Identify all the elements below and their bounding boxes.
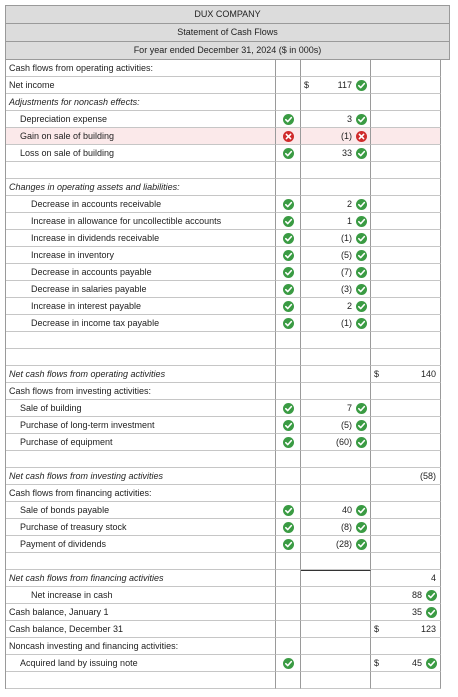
total-cell[interactable] bbox=[371, 230, 441, 247]
statement-row bbox=[6, 655, 450, 672]
check-icon bbox=[283, 318, 294, 329]
row-status bbox=[276, 553, 301, 570]
row-label[interactable]: Increase in allowance for uncollectible accounts bbox=[6, 213, 276, 230]
row-status bbox=[276, 128, 301, 145]
cash-flow-statement bbox=[5, 5, 450, 689]
row-label[interactable]: Increase in inventory bbox=[6, 247, 276, 264]
total-cell[interactable] bbox=[371, 468, 441, 485]
statement-row bbox=[6, 417, 450, 434]
row-status bbox=[276, 298, 301, 315]
row-status bbox=[276, 145, 301, 162]
statement-row bbox=[6, 468, 450, 485]
amount-value: (1) bbox=[341, 318, 352, 328]
total-cell[interactable] bbox=[371, 519, 441, 536]
total-cell[interactable] bbox=[371, 672, 441, 689]
row-status bbox=[276, 468, 301, 485]
statement-row bbox=[6, 502, 450, 519]
amount-cell[interactable] bbox=[301, 145, 371, 162]
check-icon bbox=[356, 233, 367, 244]
statement-row bbox=[6, 383, 450, 400]
row-status bbox=[276, 349, 301, 366]
amount-value: 2 bbox=[346, 301, 352, 311]
statement-row bbox=[6, 332, 450, 349]
check-icon bbox=[283, 301, 294, 312]
amount-cell[interactable] bbox=[301, 383, 371, 400]
row-label[interactable] bbox=[6, 553, 276, 570]
total-cell[interactable] bbox=[371, 383, 441, 400]
amount-value: (5) bbox=[341, 250, 352, 260]
amount-value: (1) bbox=[341, 131, 352, 141]
row-label[interactable]: Loss on sale of building bbox=[6, 145, 276, 162]
row-status bbox=[276, 400, 301, 417]
amount-cell[interactable] bbox=[301, 247, 371, 264]
row-label[interactable]: Sale of bonds payable bbox=[6, 502, 276, 519]
statement-row bbox=[6, 434, 450, 451]
check-icon bbox=[283, 148, 294, 159]
check-icon bbox=[283, 199, 294, 210]
amount-cell[interactable] bbox=[301, 162, 371, 179]
statement-row bbox=[6, 94, 450, 111]
row-status bbox=[276, 672, 301, 689]
check-icon bbox=[356, 250, 367, 261]
statement-row bbox=[6, 451, 450, 468]
statement-row bbox=[6, 400, 450, 417]
amount-cell[interactable] bbox=[301, 128, 371, 145]
row-label[interactable]: Adjustments for noncash effects: bbox=[6, 94, 276, 111]
total-cell[interactable] bbox=[371, 655, 441, 672]
company-name: DUX COMPANY bbox=[6, 6, 450, 24]
row-status bbox=[276, 587, 301, 604]
check-icon bbox=[356, 318, 367, 329]
amount-value: 117 bbox=[337, 80, 352, 90]
row-label[interactable]: Changes in operating assets and liabilities: bbox=[6, 179, 276, 196]
row-status bbox=[276, 315, 301, 332]
check-icon bbox=[283, 114, 294, 125]
total-cell[interactable] bbox=[371, 145, 441, 162]
amount-cell[interactable] bbox=[301, 434, 371, 451]
row-status bbox=[276, 230, 301, 247]
row-label[interactable]: Decrease in accounts receivable bbox=[6, 196, 276, 213]
row-status bbox=[276, 536, 301, 553]
statement-row bbox=[6, 145, 450, 162]
row-status bbox=[276, 196, 301, 213]
amount-cell[interactable] bbox=[301, 536, 371, 553]
row-status bbox=[276, 570, 301, 587]
amount-cell[interactable] bbox=[301, 111, 371, 128]
statement-row bbox=[6, 196, 450, 213]
row-label[interactable]: Depreciation expense bbox=[6, 111, 276, 128]
amount-cell[interactable] bbox=[301, 400, 371, 417]
total-cell[interactable] bbox=[371, 162, 441, 179]
row-status bbox=[276, 434, 301, 451]
row-label[interactable]: Decrease in salaries payable bbox=[6, 281, 276, 298]
total-cell[interactable] bbox=[371, 366, 441, 383]
statement-row bbox=[6, 349, 450, 366]
check-icon bbox=[283, 658, 294, 669]
statement-row bbox=[6, 519, 450, 536]
row-label[interactable]: Decrease in accounts payable bbox=[6, 264, 276, 281]
amount-cell[interactable] bbox=[301, 281, 371, 298]
statement-period: For year ended December 31, 2024 ($ in 000s) bbox=[6, 42, 450, 60]
amount-cell[interactable] bbox=[301, 213, 371, 230]
row-label[interactable]: Payment of dividends bbox=[6, 536, 276, 553]
amount-value: (7) bbox=[341, 267, 352, 277]
amount-cell[interactable] bbox=[301, 196, 371, 213]
amount-cell[interactable] bbox=[301, 621, 371, 638]
amount-value: (8) bbox=[341, 522, 352, 532]
row-status bbox=[276, 111, 301, 128]
check-icon bbox=[283, 522, 294, 533]
amount-cell[interactable] bbox=[301, 638, 371, 655]
row-label[interactable]: Purchase of treasury stock bbox=[6, 519, 276, 536]
check-icon bbox=[356, 148, 367, 159]
statement-row bbox=[6, 111, 450, 128]
row-label[interactable]: Purchase of equipment bbox=[6, 434, 276, 451]
row-label[interactable]: Net cash flows from investing activities bbox=[6, 468, 276, 485]
statement-row bbox=[6, 587, 450, 604]
statement-row bbox=[6, 638, 450, 655]
check-icon bbox=[283, 216, 294, 227]
row-status bbox=[276, 655, 301, 672]
row-status bbox=[276, 417, 301, 434]
check-icon bbox=[356, 403, 367, 414]
row-label[interactable]: Sale of building bbox=[6, 400, 276, 417]
statement-row bbox=[6, 60, 450, 77]
row-status bbox=[276, 604, 301, 621]
check-icon bbox=[356, 539, 367, 550]
check-icon bbox=[356, 216, 367, 227]
total-cell[interactable] bbox=[371, 587, 441, 604]
row-label[interactable] bbox=[6, 349, 276, 366]
row-label[interactable]: Net cash flows from financing activities bbox=[6, 570, 276, 587]
statement-row bbox=[6, 298, 450, 315]
amount-cell[interactable] bbox=[301, 519, 371, 536]
amount-value: (1) bbox=[341, 233, 352, 243]
statement-row bbox=[6, 281, 450, 298]
currency-symbol: $ bbox=[374, 658, 380, 668]
check-icon bbox=[356, 80, 367, 91]
check-icon bbox=[283, 233, 294, 244]
amount-cell[interactable] bbox=[301, 315, 371, 332]
row-status bbox=[276, 264, 301, 281]
total-cell[interactable] bbox=[371, 553, 441, 570]
total-cell[interactable] bbox=[371, 128, 441, 145]
amount-cell[interactable] bbox=[301, 655, 371, 672]
total-cell[interactable] bbox=[371, 604, 441, 621]
amount-value: (5) bbox=[341, 420, 352, 430]
total-cell[interactable] bbox=[371, 264, 441, 281]
currency-symbol: $ bbox=[374, 369, 380, 379]
row-label[interactable]: Cash flows from investing activities: bbox=[6, 383, 276, 400]
amount-cell[interactable] bbox=[301, 451, 371, 468]
amount-cell[interactable] bbox=[301, 60, 371, 77]
total-cell[interactable] bbox=[371, 213, 441, 230]
total-cell[interactable] bbox=[371, 570, 441, 587]
statement-row bbox=[6, 485, 450, 502]
amount-cell[interactable] bbox=[301, 587, 371, 604]
check-icon bbox=[426, 590, 437, 601]
check-icon bbox=[356, 301, 367, 312]
total-cell[interactable] bbox=[371, 196, 441, 213]
row-label[interactable] bbox=[6, 451, 276, 468]
statement-row bbox=[6, 604, 450, 621]
statement-row bbox=[6, 570, 450, 587]
row-label[interactable]: Increase in interest payable bbox=[6, 298, 276, 315]
statement-rows bbox=[6, 60, 450, 689]
amount-cell[interactable] bbox=[301, 94, 371, 111]
amount-value: 7 bbox=[346, 403, 352, 413]
row-status bbox=[276, 94, 301, 111]
total-cell[interactable] bbox=[371, 417, 441, 434]
row-status bbox=[276, 451, 301, 468]
statement-row bbox=[6, 553, 450, 570]
amount-value: 4 bbox=[430, 573, 436, 583]
row-status bbox=[276, 60, 301, 77]
total-cell[interactable] bbox=[371, 638, 441, 655]
statement-row bbox=[6, 247, 450, 264]
statement-row bbox=[6, 621, 450, 638]
row-status bbox=[276, 77, 301, 94]
amount-cell[interactable] bbox=[301, 179, 371, 196]
amount-value: (60) bbox=[335, 437, 352, 447]
row-status bbox=[276, 332, 301, 349]
currency-symbol: $ bbox=[374, 624, 380, 634]
amount-value: 33 bbox=[341, 148, 352, 158]
check-icon bbox=[283, 284, 294, 295]
row-label[interactable]: Net increase in cash bbox=[6, 587, 276, 604]
amount-cell[interactable] bbox=[301, 332, 371, 349]
check-icon bbox=[356, 267, 367, 278]
amount-cell[interactable] bbox=[301, 672, 371, 689]
check-icon bbox=[356, 505, 367, 516]
amount-cell[interactable] bbox=[301, 485, 371, 502]
amount-value: 2 bbox=[346, 199, 352, 209]
row-label[interactable]: Acquired land by issuing note bbox=[6, 655, 276, 672]
total-cell[interactable] bbox=[371, 77, 441, 94]
total-cell[interactable] bbox=[371, 315, 441, 332]
row-label[interactable] bbox=[6, 332, 276, 349]
amount-cell[interactable] bbox=[301, 230, 371, 247]
statement-row bbox=[6, 672, 450, 689]
check-icon bbox=[283, 539, 294, 550]
check-icon bbox=[356, 114, 367, 125]
statement-title: Statement of Cash Flows bbox=[6, 24, 450, 42]
row-status bbox=[276, 247, 301, 264]
check-icon bbox=[283, 505, 294, 516]
amount-cell[interactable] bbox=[301, 349, 371, 366]
row-status bbox=[276, 485, 301, 502]
total-cell[interactable] bbox=[371, 111, 441, 128]
row-status bbox=[276, 621, 301, 638]
amount-value: (58) bbox=[419, 471, 436, 481]
amount-value: 35 bbox=[411, 607, 422, 617]
row-status bbox=[276, 638, 301, 655]
total-cell[interactable] bbox=[371, 621, 441, 638]
total-cell[interactable] bbox=[371, 434, 441, 451]
row-status bbox=[276, 179, 301, 196]
row-label[interactable]: Cash flows from operating activities: bbox=[6, 60, 276, 77]
check-icon bbox=[283, 403, 294, 414]
check-icon bbox=[283, 437, 294, 448]
currency-symbol: $ bbox=[304, 80, 310, 90]
amount-cell[interactable] bbox=[301, 604, 371, 621]
statement-row bbox=[6, 315, 450, 332]
row-status bbox=[276, 213, 301, 230]
row-label[interactable]: Noncash investing and financing activities: bbox=[6, 638, 276, 655]
check-icon bbox=[283, 250, 294, 261]
amount-cell[interactable] bbox=[301, 553, 371, 570]
amount-value: 45 bbox=[411, 658, 422, 668]
amount-value: (3) bbox=[341, 284, 352, 294]
amount-cell[interactable] bbox=[301, 468, 371, 485]
amount-cell[interactable] bbox=[301, 77, 371, 94]
check-icon bbox=[356, 437, 367, 448]
statement-row bbox=[6, 179, 450, 196]
total-cell[interactable] bbox=[371, 349, 441, 366]
total-cell[interactable] bbox=[371, 451, 441, 468]
amount-cell[interactable] bbox=[301, 570, 371, 587]
check-icon bbox=[283, 420, 294, 431]
amount-cell[interactable] bbox=[301, 417, 371, 434]
statement-row bbox=[6, 230, 450, 247]
amount-value: (28) bbox=[335, 539, 352, 549]
total-cell[interactable] bbox=[371, 502, 441, 519]
total-cell[interactable] bbox=[371, 485, 441, 502]
amount-value: 1 bbox=[346, 216, 352, 226]
row-label[interactable]: Decrease in income tax payable bbox=[6, 315, 276, 332]
statement-row bbox=[6, 128, 450, 145]
total-cell[interactable] bbox=[371, 281, 441, 298]
row-status bbox=[276, 519, 301, 536]
amount-cell[interactable] bbox=[301, 298, 371, 315]
row-label[interactable]: Net cash flows from operating activities bbox=[6, 366, 276, 383]
amount-value: 123 bbox=[420, 624, 436, 634]
total-cell[interactable] bbox=[371, 179, 441, 196]
cross-icon bbox=[283, 131, 294, 142]
row-status bbox=[276, 366, 301, 383]
row-label[interactable] bbox=[6, 672, 276, 689]
amount-value: 140 bbox=[420, 369, 436, 379]
row-label[interactable]: Cash flows from financing activities: bbox=[6, 485, 276, 502]
statement-row bbox=[6, 162, 450, 179]
statement-row bbox=[6, 536, 450, 553]
check-icon bbox=[356, 522, 367, 533]
amount-value: 88 bbox=[411, 590, 422, 600]
cross-icon bbox=[356, 131, 367, 142]
amount-value: 40 bbox=[341, 505, 352, 515]
check-icon bbox=[356, 420, 367, 431]
statement-row bbox=[6, 366, 450, 383]
row-label[interactable]: Increase in dividends receivable bbox=[6, 230, 276, 247]
check-icon bbox=[283, 267, 294, 278]
total-cell[interactable] bbox=[371, 332, 441, 349]
check-icon bbox=[426, 658, 437, 669]
row-status bbox=[276, 502, 301, 519]
statement-row bbox=[6, 77, 450, 94]
check-icon bbox=[426, 607, 437, 618]
amount-cell[interactable] bbox=[301, 502, 371, 519]
row-label[interactable]: Net income bbox=[6, 77, 276, 94]
amount-value: 3 bbox=[346, 114, 352, 124]
total-cell[interactable] bbox=[371, 94, 441, 111]
total-cell[interactable] bbox=[371, 60, 441, 77]
total-cell[interactable] bbox=[371, 400, 441, 417]
row-label[interactable]: Purchase of long-term investment bbox=[6, 417, 276, 434]
total-cell[interactable] bbox=[371, 298, 441, 315]
row-label[interactable] bbox=[6, 162, 276, 179]
total-cell[interactable] bbox=[371, 247, 441, 264]
amount-cell[interactable] bbox=[301, 264, 371, 281]
statement-row bbox=[6, 213, 450, 230]
check-icon bbox=[356, 284, 367, 295]
amount-cell[interactable] bbox=[301, 366, 371, 383]
row-status bbox=[276, 281, 301, 298]
row-status bbox=[276, 383, 301, 400]
row-label[interactable]: Cash balance, January 1 bbox=[6, 604, 276, 621]
row-status bbox=[276, 162, 301, 179]
check-icon bbox=[356, 199, 367, 210]
total-cell[interactable] bbox=[371, 536, 441, 553]
row-label[interactable]: Cash balance, December 31 bbox=[6, 621, 276, 638]
row-label[interactable]: Gain on sale of building bbox=[6, 128, 276, 145]
statement-row bbox=[6, 264, 450, 281]
